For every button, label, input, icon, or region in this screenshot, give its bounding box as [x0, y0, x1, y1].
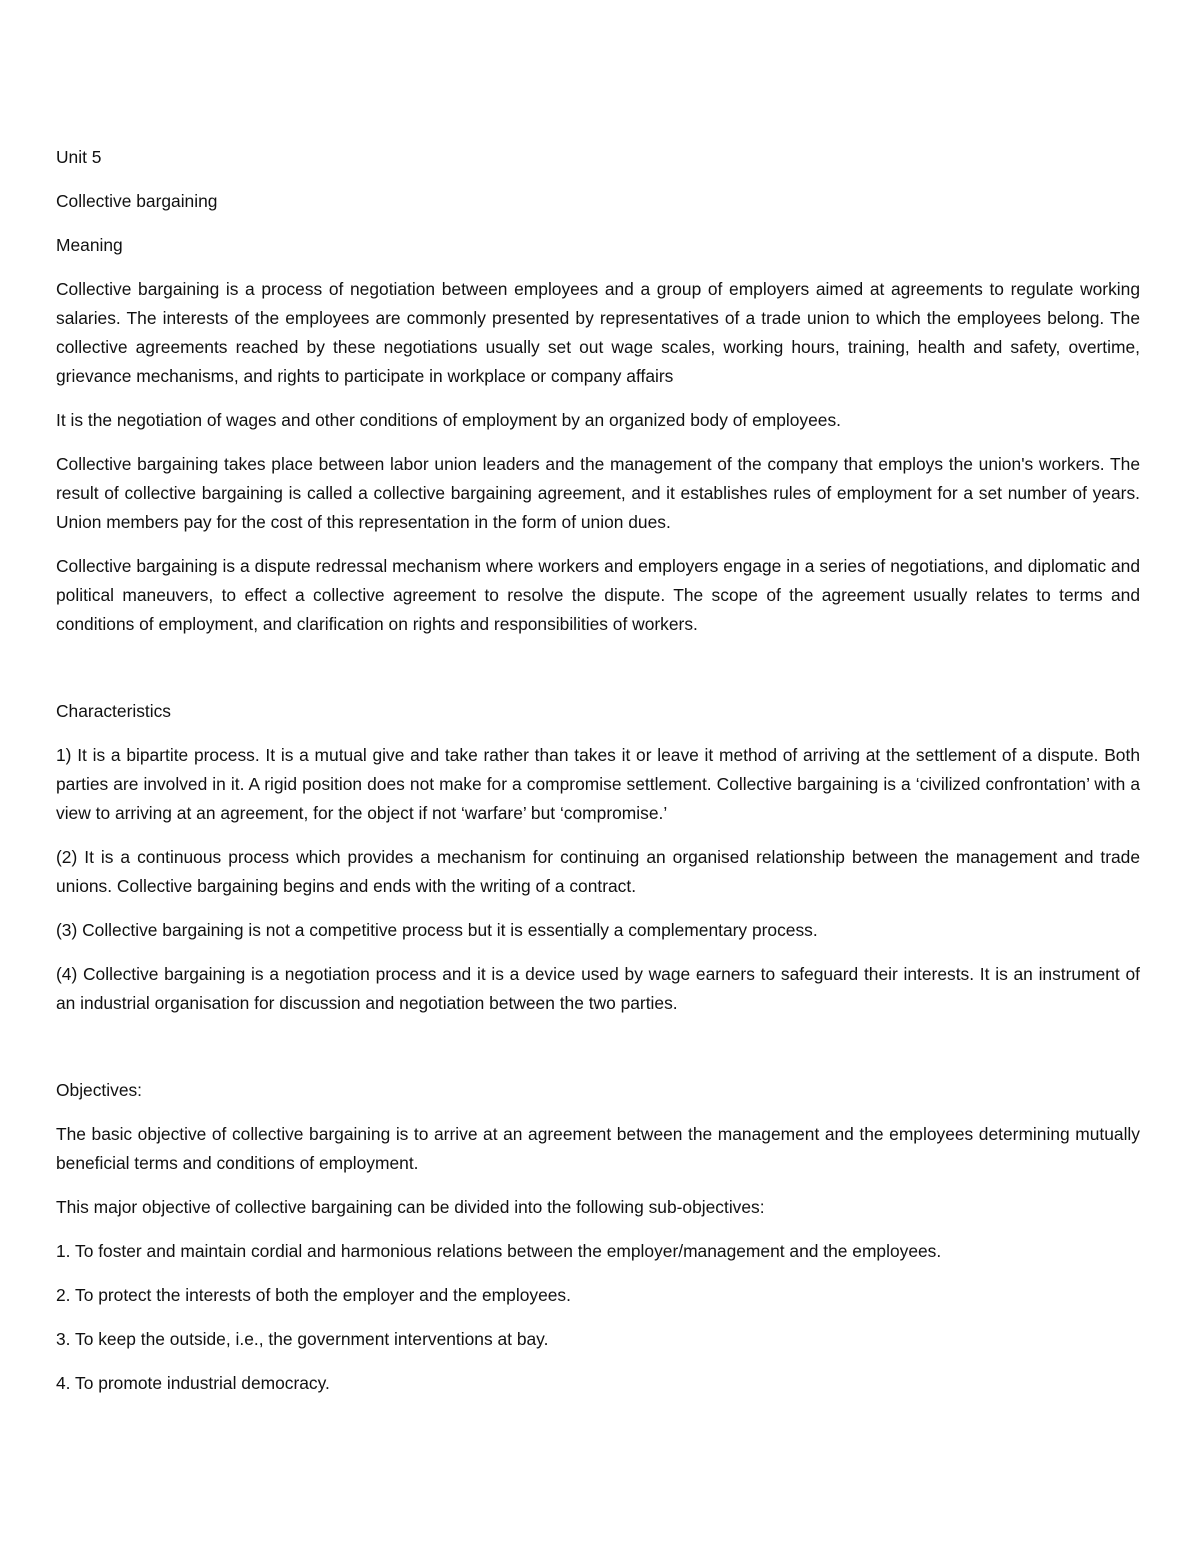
characteristic-item: (3) Collective bargaining is not a competitive process but it is essentially a complementary process. [56, 920, 818, 940]
meaning-paragraph: Collective bargaining takes place between labor union leaders and the management of the company that employs the union's workers. The result of collective bargaining is called a collective bargaining agreement, and it establishes rules of employment for a set number of years. Union members pay for the cost of this representation in the form of union dues. [56, 454, 1140, 532]
objectives-heading: Objectives: [56, 1080, 143, 1100]
meaning-paragraph: It is the negotiation of wages and other conditions of employment by an organized body of employees. [56, 410, 841, 430]
characteristic-item: (2) It is a continuous process which provides a mechanism for continuing an organised relationship between the management and trade unions. Collective bargaining begins and ends with the writing of a contract. [56, 847, 1140, 896]
topic-title: Collective bargaining [56, 191, 218, 211]
objectives-intro: The basic objective of collective bargaining is to arrive at an agreement between the management and the employees determining mutually beneficial terms and conditions of employment. [56, 1124, 1140, 1173]
document-page [56, 143, 1140, 1398]
objective-item: 2. To protect the interests of both the employer and the employees. [56, 1285, 571, 1305]
meaning-heading: Meaning [56, 235, 123, 255]
objective-item: 1. To foster and maintain cordial and harmonious relations between the employer/management and the employees. [56, 1241, 942, 1261]
objectives-sub-intro: This major objective of collective bargaining can be divided into the following sub-objectives: [56, 1197, 765, 1217]
objective-item: 3. To keep the outside, i.e., the government interventions at bay. [56, 1329, 549, 1349]
objective-item: 4. To promote industrial democracy. [56, 1373, 330, 1393]
characteristic-item: 1) It is a bipartite process. It is a mutual give and take rather than takes it or leave it method of arriving at the settlement of a dispute. Both parties are involved in it. A rigid position does not make for a compromise settlement. Collective bargaining is a ‘civilized confrontation’ with a view to arriving at an agreement, for the object if not ‘warfare’ but ‘compromise.’ [56, 745, 1140, 823]
characteristics-heading: Characteristics [56, 701, 172, 721]
unit-title: Unit 5 [56, 147, 102, 167]
meaning-paragraph: Collective bargaining is a process of negotiation between employees and a group of employers aimed at agreements to regulate working salaries. The interests of the employees are commonly presented by representatives of a trade union to which the employees belong. The collective agreements reached by these negotiations usually set out wage scales, working hours, training, health and safety, overtime, grievance mechanisms, and rights to participate in workplace or company affairs [56, 279, 1140, 386]
meaning-paragraph: Collective bargaining is a dispute redressal mechanism where workers and employers engage in a series of negotiations, and diplomatic and political maneuvers, to effect a collective agreement to resolve the dispute. The scope of the agreement usually relates to terms and conditions of employment, and clarification on rights and responsibilities of workers. [56, 556, 1140, 634]
characteristic-item: (4) Collective bargaining is a negotiation process and it is a device used by wage earners to safeguard their interests. It is an instrument of an industrial organisation for discussion and negotiation between the two parties. [56, 964, 1140, 1013]
